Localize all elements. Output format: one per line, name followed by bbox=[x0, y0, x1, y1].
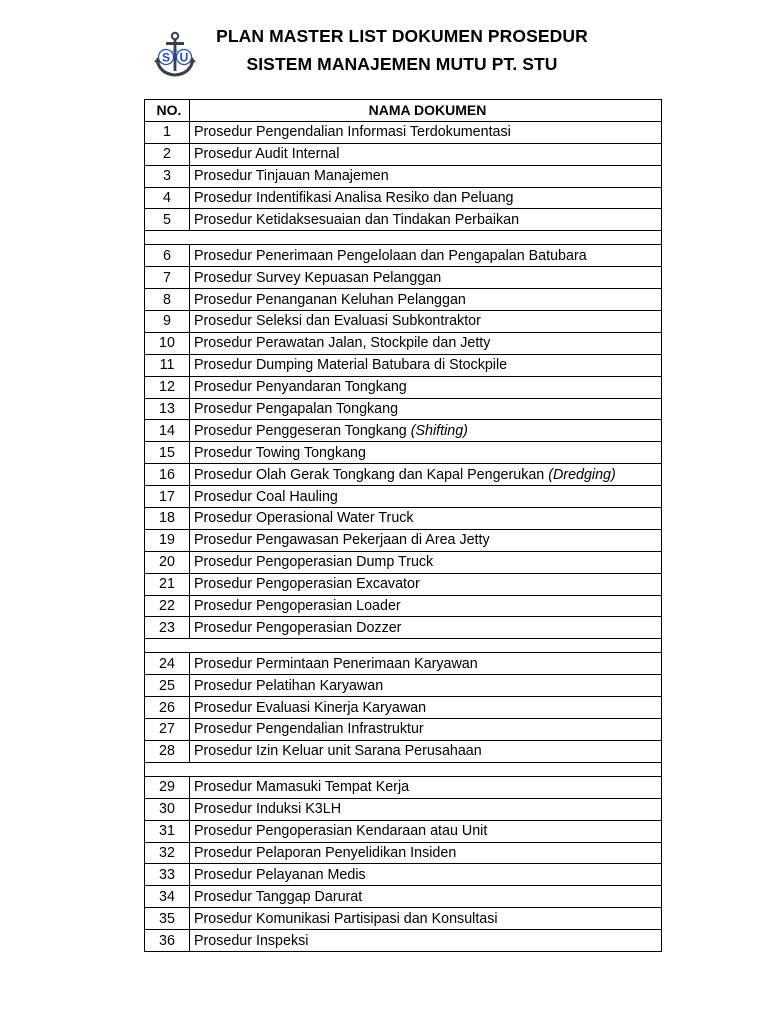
document-name-text: Prosedur Induksi K3LH bbox=[194, 801, 342, 818]
row-number: 29 bbox=[145, 776, 190, 798]
document-name bbox=[190, 121, 662, 143]
table-row bbox=[145, 376, 662, 398]
table-row bbox=[145, 209, 662, 231]
document-name bbox=[190, 289, 662, 311]
document-title-line2: SISTEM MANAJEMEN MUTU PT. STU bbox=[246, 54, 558, 74]
document-name bbox=[190, 886, 662, 908]
row-number: 22 bbox=[145, 595, 190, 617]
document-name-text: Prosedur Survey Kepuasan Pelanggan bbox=[194, 269, 442, 286]
document-name-text: Prosedur Penggeseran Tongkang bbox=[194, 422, 411, 439]
document-name-text: Prosedur Pengapalan Tongkang bbox=[194, 401, 399, 418]
document-name-text: Prosedur Pengoperasian Kendaraan atau Unit bbox=[194, 823, 488, 840]
row-number: 6 bbox=[145, 245, 190, 267]
table-row bbox=[145, 486, 662, 508]
table-row bbox=[145, 653, 662, 675]
document-name bbox=[190, 245, 662, 267]
svg-text:U: U bbox=[179, 50, 189, 65]
document-list-table bbox=[144, 99, 662, 952]
separator-cell bbox=[145, 639, 662, 653]
document-name bbox=[190, 820, 662, 842]
row-number: 21 bbox=[145, 573, 190, 595]
table-row bbox=[145, 908, 662, 930]
table-row bbox=[145, 719, 662, 741]
document-name-text: Prosedur Seleksi dan Evaluasi Subkontraktor bbox=[194, 313, 481, 330]
document-name-text: Prosedur Perawatan Jalan, Stockpile dan Jetty bbox=[194, 335, 491, 352]
table-row bbox=[145, 740, 662, 762]
group-separator-row bbox=[145, 639, 662, 653]
document-name bbox=[190, 420, 662, 442]
row-number: 11 bbox=[145, 354, 190, 376]
document-name-text: Prosedur Ketidaksesuaian dan Tindakan Perbaikan bbox=[194, 211, 520, 228]
document-name-text: Prosedur Coal Hauling bbox=[194, 488, 338, 505]
table-row bbox=[145, 798, 662, 820]
document-name-text: Prosedur Indentifikasi Analisa Resiko dan Peluang bbox=[194, 190, 514, 206]
separator-cell bbox=[145, 231, 662, 245]
row-number: 24 bbox=[145, 653, 190, 675]
table-row bbox=[145, 187, 662, 209]
table-header-row bbox=[145, 100, 662, 122]
separator-cell bbox=[145, 762, 662, 776]
document-name-text: Prosedur Penyandaran Tongkang bbox=[194, 379, 407, 396]
row-number: 31 bbox=[145, 820, 190, 842]
table-row bbox=[145, 864, 662, 886]
table-row bbox=[145, 420, 662, 442]
table-row bbox=[145, 121, 662, 143]
document-name-italic-term: (Dredging) bbox=[548, 466, 616, 483]
document-name-text: Prosedur Dumping Material Batubara di Stockpile bbox=[194, 357, 508, 374]
document-name bbox=[190, 311, 662, 333]
row-number: 1 bbox=[145, 121, 190, 143]
row-number: 36 bbox=[145, 930, 190, 952]
document-name bbox=[190, 719, 662, 741]
document-name bbox=[190, 398, 662, 420]
table-row bbox=[145, 617, 662, 639]
document-name-text: Prosedur Permintaan Penerimaan Karyawan bbox=[194, 655, 478, 672]
table-row bbox=[145, 820, 662, 842]
table-row bbox=[145, 930, 662, 952]
column-header-name: NAMA DOKUMEN bbox=[190, 100, 662, 122]
row-number: 14 bbox=[145, 420, 190, 442]
row-number: 10 bbox=[145, 332, 190, 354]
row-number: 20 bbox=[145, 551, 190, 573]
row-number: 7 bbox=[145, 267, 190, 289]
document-name-text: Prosedur Pengoperasian Dump Truck bbox=[194, 554, 434, 571]
table-row bbox=[145, 245, 662, 267]
document-name-text: Prosedur Pelatihan Karyawan bbox=[194, 677, 384, 694]
document-name-text: Prosedur Pengoperasian Loader bbox=[194, 598, 401, 615]
document-name bbox=[190, 354, 662, 376]
document-name-text: Prosedur Pengendalian Informasi Terdokumentasi bbox=[194, 124, 511, 141]
row-number: 16 bbox=[145, 464, 190, 486]
document-name-text: Prosedur Pengendalian Infrastruktur bbox=[194, 721, 424, 738]
group-separator-row bbox=[145, 231, 662, 245]
row-number: 12 bbox=[145, 376, 190, 398]
document-name-text: Prosedur Penanganan Keluhan Pelanggan bbox=[194, 291, 466, 308]
table-row bbox=[145, 776, 662, 798]
document-name-text: Prosedur Pelayanan Medis bbox=[194, 866, 366, 883]
row-number: 15 bbox=[145, 442, 190, 464]
document-name bbox=[190, 442, 662, 464]
row-number: 30 bbox=[145, 798, 190, 820]
table-row bbox=[145, 332, 662, 354]
document-name-text: Prosedur Operasional Water Truck bbox=[194, 510, 414, 527]
row-number: 27 bbox=[145, 719, 190, 741]
document-name bbox=[190, 376, 662, 398]
document-name bbox=[190, 798, 662, 820]
document-name bbox=[190, 697, 662, 719]
document-name bbox=[190, 551, 662, 573]
row-number: 9 bbox=[145, 311, 190, 333]
row-number: 35 bbox=[145, 908, 190, 930]
document-name bbox=[190, 842, 662, 864]
document-name bbox=[190, 930, 662, 952]
document-name bbox=[190, 675, 662, 697]
row-number: 33 bbox=[145, 864, 190, 886]
document-name bbox=[190, 653, 662, 675]
document-name bbox=[190, 595, 662, 617]
document-name bbox=[190, 776, 662, 798]
document-name-text: Prosedur Tinjauan Manajemen bbox=[194, 168, 389, 185]
table-row bbox=[145, 595, 662, 617]
document-name-text: Prosedur Towing Tongkang bbox=[194, 444, 366, 461]
document-name bbox=[190, 209, 662, 231]
svg-text:T: T bbox=[172, 49, 178, 59]
row-number: 23 bbox=[145, 617, 190, 639]
document-name-text: Prosedur Evaluasi Kinerja Karyawan bbox=[194, 699, 427, 716]
row-number: 17 bbox=[145, 486, 190, 508]
document-name bbox=[190, 187, 662, 209]
document-title-line1: PLAN MASTER LIST DOKUMEN PROSEDUR bbox=[216, 26, 588, 46]
column-header-no: NO. bbox=[145, 100, 190, 122]
row-number: 28 bbox=[145, 740, 190, 762]
table-row bbox=[145, 886, 662, 908]
table-row bbox=[145, 842, 662, 864]
document-name-text: Prosedur Mamasuki Tempat Kerja bbox=[194, 779, 410, 796]
table-row bbox=[145, 398, 662, 420]
document-name bbox=[190, 165, 662, 187]
document-name-text: Prosedur Audit Internal bbox=[194, 146, 340, 163]
table-row bbox=[145, 697, 662, 719]
document-name bbox=[190, 143, 662, 165]
row-number: 3 bbox=[145, 165, 190, 187]
row-number: 34 bbox=[145, 886, 190, 908]
table-row bbox=[145, 354, 662, 376]
document-name bbox=[190, 332, 662, 354]
document-name bbox=[190, 864, 662, 886]
row-number: 26 bbox=[145, 697, 190, 719]
document-name bbox=[190, 740, 662, 762]
document-name bbox=[190, 573, 662, 595]
document-name bbox=[190, 486, 662, 508]
row-number: 18 bbox=[145, 508, 190, 530]
row-number: 8 bbox=[145, 289, 190, 311]
document-name-text: Prosedur Penerimaan Pengelolaan dan Pengapalan Batubara bbox=[194, 247, 587, 264]
document-name bbox=[190, 508, 662, 530]
document-name-text: Prosedur Pengoperasian Dozzer bbox=[194, 619, 402, 636]
row-number: 5 bbox=[145, 209, 190, 231]
document-name-text: Prosedur Izin Keluar unit Sarana Perusahaan bbox=[194, 743, 482, 760]
table-row bbox=[145, 289, 662, 311]
row-number: 4 bbox=[145, 187, 190, 209]
table-body bbox=[145, 121, 662, 951]
row-number: 13 bbox=[145, 398, 190, 420]
document-name bbox=[190, 617, 662, 639]
document-name bbox=[190, 267, 662, 289]
table-row bbox=[145, 267, 662, 289]
row-number: 19 bbox=[145, 529, 190, 551]
svg-text:S: S bbox=[161, 50, 171, 65]
row-number: 2 bbox=[145, 143, 190, 165]
document-name-text: Prosedur Pengawasan Pekerjaan di Area Jetty bbox=[194, 532, 490, 549]
group-separator-row bbox=[145, 762, 662, 776]
table-row bbox=[145, 464, 662, 486]
document-name-text: Prosedur Komunikasi Partisipasi dan Konsultasi bbox=[194, 910, 498, 927]
document-name-text: Prosedur Inspeksi bbox=[194, 932, 309, 949]
table-row bbox=[145, 165, 662, 187]
document-name bbox=[190, 464, 662, 486]
table-row bbox=[145, 508, 662, 530]
table-row bbox=[145, 311, 662, 333]
table-row bbox=[145, 529, 662, 551]
table-row bbox=[145, 143, 662, 165]
table-row bbox=[145, 551, 662, 573]
document-name bbox=[190, 908, 662, 930]
row-number: 25 bbox=[145, 675, 190, 697]
document-name-text: Prosedur Pelaporan Penyelidikan Insiden bbox=[194, 844, 457, 861]
document-name bbox=[190, 529, 662, 551]
table-row bbox=[145, 442, 662, 464]
document-name-italic-term: (Shifting) bbox=[410, 422, 468, 439]
document-name-text: Prosedur Olah Gerak Tongkang dan Kapal Pengerukan bbox=[194, 466, 549, 483]
document-name-text: Prosedur Pengoperasian Excavator bbox=[194, 576, 420, 593]
table-row bbox=[145, 675, 662, 697]
row-number: 32 bbox=[145, 842, 190, 864]
document-name-text: Prosedur Tanggap Darurat bbox=[194, 888, 363, 905]
table-row bbox=[145, 573, 662, 595]
